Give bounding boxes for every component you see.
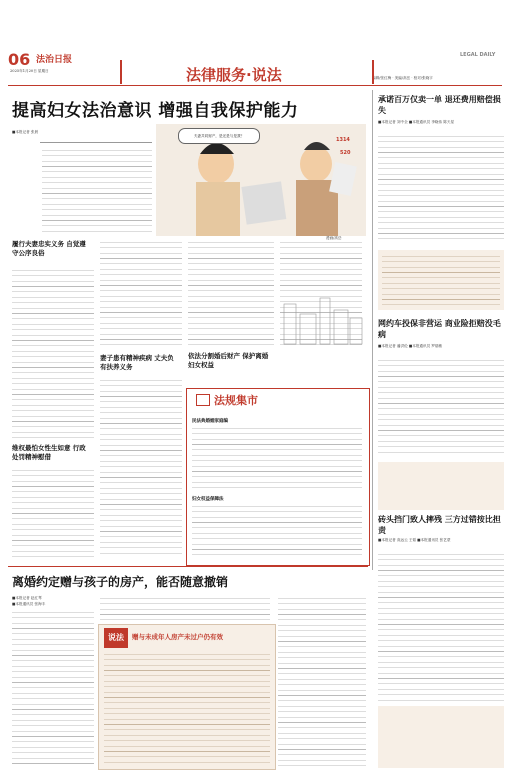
right-divider (372, 90, 373, 570)
page-number: 06 (8, 50, 31, 69)
insert-text (104, 652, 270, 764)
law-text-2 (192, 504, 362, 560)
bottom-col-2a (100, 596, 270, 620)
law-text-1 (192, 426, 362, 492)
law-box-title: 法规集市 (214, 394, 258, 407)
body-col-2b (100, 378, 182, 558)
subhead-1: 履行夫妻忠实义务 自觉遵守公序良俗 (12, 240, 86, 257)
law-box-icon (196, 394, 210, 406)
section-banner (120, 60, 374, 84)
right-mid-byline: ■本报记者 潘洪伦 ■本报通讯员 罗瑞敏 (378, 344, 443, 348)
editor-line: 编辑/张红梅 · 美编/高岳 · 校对/张晓宇 (372, 76, 433, 80)
right-mid-note-box (378, 462, 504, 510)
illustration-number-2: 520 (340, 150, 351, 156)
right-top-note (382, 254, 500, 306)
main-byline: ■本报记者 张晨 (12, 130, 39, 134)
right-mid-text (378, 358, 504, 454)
masthead-rule (8, 85, 502, 86)
bottom-col-3 (278, 596, 366, 766)
bottom-rule (8, 566, 368, 567)
subhead-4: 依法分割婚后财产 保护离婚妇女权益 (188, 352, 269, 369)
section-en: LEGAL DAILY (460, 52, 496, 58)
body-col-2a (100, 240, 182, 350)
subhead-2: 维权最怕女性生如意 行政处罚精神慰借 (12, 444, 86, 461)
right-low-headline: 砖头挡门致人摔残 三方过错按比担责 (378, 515, 501, 535)
right-low-byline: ■本报记者 高远云 王韬 ■本报通讯员 张艺蒙 (378, 538, 451, 542)
bottom-byline-2: ■本报通讯员 张海丰 (12, 602, 46, 606)
main-headline: 提高妇女法治意识 增强自我保护能力 (12, 101, 299, 121)
right-mid-headline: 网约车投保非营运 商业险拒赔没毛病 (378, 319, 501, 339)
paper-name: 法治日报 (36, 55, 73, 65)
body-col-1a (12, 268, 94, 438)
body-col-1b (12, 468, 94, 558)
right-low-text (378, 552, 504, 702)
right-low-note-box (378, 706, 504, 768)
city-sketch (276, 290, 366, 350)
right-top-text (378, 134, 504, 242)
law-subtitle-2: 妇女权益保障法 (192, 497, 224, 502)
insert-title: 赠与未成年人房产未过户仍有效 (132, 633, 223, 641)
subhead-3: 妻子患有精神疾病 丈夫负有扶养义务 (100, 354, 174, 371)
section-title: 法律服务·说法 (186, 66, 282, 84)
stamp: 说法 (104, 628, 128, 648)
body-col-3a (188, 240, 274, 350)
bottom-headline: 离婚约定赠与孩子的房产，能否随意撤销 (12, 575, 229, 589)
illustration-caption: 漫画/高岳 (326, 236, 342, 240)
bottom-byline-1: ■本报记者 赵红琴 (12, 596, 42, 600)
right-top-byline: ■本报记者 刘中全 ■本报通讯员 李晓伟 陈天星 (378, 120, 455, 124)
intro-text (42, 148, 152, 232)
illustration-number-1: 1314 (336, 137, 350, 143)
issue-date: 2025年1月20日 星期日 (10, 69, 49, 73)
law-subtitle-1: 民法典婚姻家庭编 (192, 419, 228, 424)
speech-bubble: 夫妻共同财产，是还是与是我？ (178, 128, 260, 144)
bottom-col-1 (12, 610, 94, 766)
right-top-headline: 承诺百万仅卖一单 退还费用赔偿损失 (378, 95, 501, 115)
